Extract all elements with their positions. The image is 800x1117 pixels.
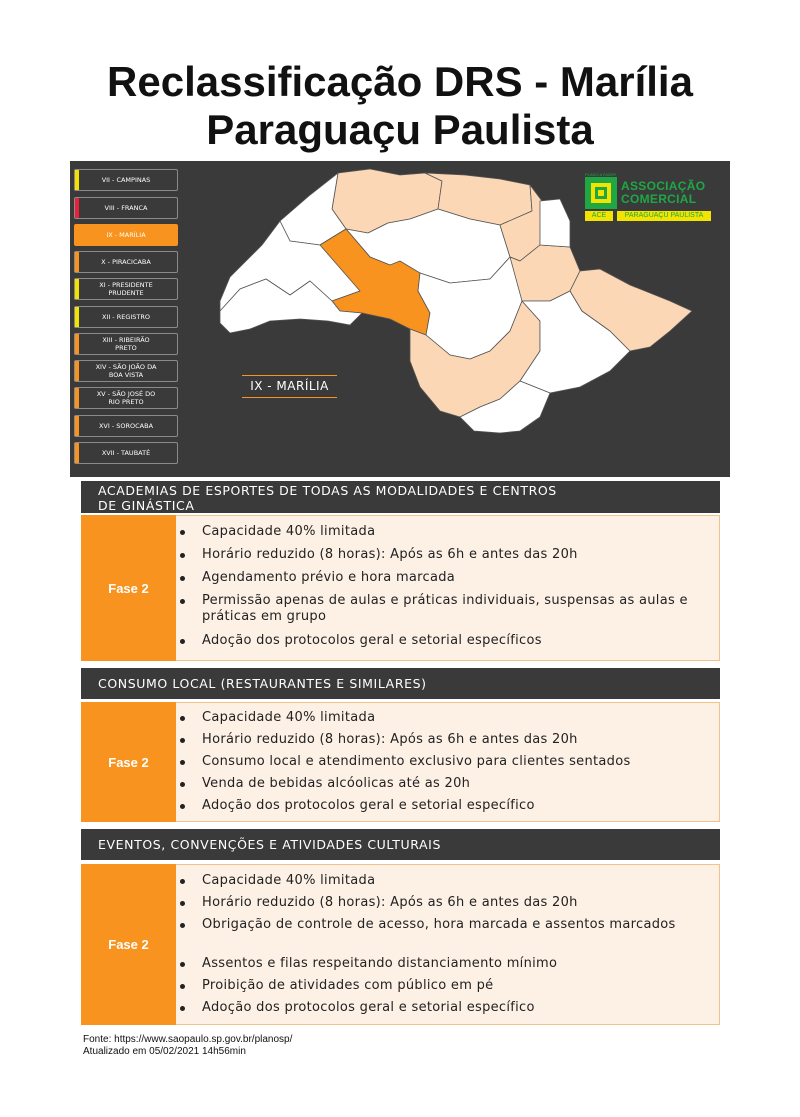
rules-card bbox=[176, 702, 720, 822]
label-rule bbox=[242, 375, 337, 376]
legend-label: XVI - SOROCABA bbox=[98, 422, 154, 430]
selected-region-text: IX - MARÍLIA bbox=[250, 379, 329, 393]
rule-item: Capacidade 40% limitada bbox=[202, 873, 709, 889]
logo-tagline: PLANO A FAZER bbox=[585, 172, 616, 177]
rule-item: Adoção dos protocolos geral e setorial específico bbox=[202, 798, 709, 814]
rule-item: Venda de bebidas alcóolicas até as 20h bbox=[202, 776, 709, 792]
logo-ace: ACE bbox=[585, 211, 613, 221]
page-title-line2: Paraguaçu Paulista bbox=[206, 106, 594, 153]
region-map-panel bbox=[70, 161, 730, 477]
section-header-consumo-local bbox=[81, 668, 720, 699]
associacao-comercial-logo bbox=[585, 172, 717, 225]
rule-item: Consumo local e atendimento exclusivo para clientes sentados bbox=[202, 754, 709, 770]
phase-badge: Fase 2 bbox=[81, 864, 176, 1025]
selected-region-label bbox=[242, 379, 337, 398]
rule-item: Assentos e filas respeitando distanciamento mínimo bbox=[202, 956, 709, 972]
legend-label: XII - REGISTRO bbox=[101, 313, 151, 321]
logo-mark-icon bbox=[585, 177, 617, 209]
rule-item: Horário reduzido (8 horas): Após as 6h e antes das 20h bbox=[202, 547, 709, 563]
legend-label: VII - CAMPINAS bbox=[101, 176, 151, 184]
section-header-academias bbox=[81, 481, 720, 513]
legend-label: IX - MARÍLIA bbox=[106, 231, 146, 239]
rule-item: Agendamento prévio e hora marcada bbox=[202, 570, 709, 586]
section-header-eventos bbox=[81, 829, 720, 860]
logo-city: PARAGUAÇU PAULISTA bbox=[617, 211, 711, 221]
page-title-line1: Reclassificação DRS - Marília bbox=[107, 58, 693, 105]
footer-source: Fonte: https://www.saopaulo.sp.gov.br/planosp/ bbox=[83, 1034, 293, 1045]
section-body-consumo-local bbox=[81, 702, 720, 822]
section-title-line1: EVENTOS, CONVENÇÕES E ATIVIDADES CULTURAIS bbox=[98, 837, 441, 852]
phase-badge: Fase 2 bbox=[81, 702, 176, 822]
rule-item: Permissão apenas de aulas e práticas individuais, suspensas as aulas e práticas em grupo bbox=[202, 593, 709, 625]
rules-card bbox=[176, 515, 720, 661]
legend-label: XI - PRESIDENTE PRUDENTE bbox=[99, 281, 153, 297]
section-body-academias bbox=[81, 515, 720, 661]
rule-item: Proibição de atividades com público em pé bbox=[202, 978, 709, 994]
rule-item: Horário reduzido (8 horas): Após as 6h e antes das 20h bbox=[202, 895, 709, 911]
rule-item: Adoção dos protocolos geral e setorial específicos bbox=[202, 633, 709, 649]
rule-item: Obrigação de controle de acesso, hora marcada e assentos marcados bbox=[202, 917, 709, 933]
section-title-line2: DE GINÁSTICA bbox=[98, 498, 195, 513]
footer-updated: Atualizado em 05/02/2021 14h56min bbox=[83, 1046, 246, 1057]
section-body-eventos bbox=[81, 864, 720, 1025]
rule-item: Adoção dos protocolos geral e setorial específico bbox=[202, 1000, 709, 1016]
rule-item: Capacidade 40% limitada bbox=[202, 710, 709, 726]
logo-name-line2: COMERCIAL bbox=[621, 192, 697, 206]
logo-name-line1: ASSOCIAÇÃO bbox=[621, 179, 706, 193]
rules-card bbox=[176, 864, 720, 1025]
section-title-line1: ACADEMIAS DE ESPORTES DE TODAS AS MODALIDADES E CENTROS bbox=[98, 483, 557, 498]
phase-badge: Fase 2 bbox=[81, 515, 176, 661]
legend-label: XIV - SÃO JOÃO DA BOA VISTA bbox=[95, 363, 157, 379]
rule-item: Capacidade 40% limitada bbox=[202, 524, 709, 540]
rule-item: Horário reduzido (8 horas): Após as 6h e antes das 20h bbox=[202, 732, 709, 748]
legend-label: XIII - RIBEIRÃO PRETO bbox=[102, 336, 150, 352]
section-title-line1: CONSUMO LOCAL (RESTAURANTES E SIMILARES) bbox=[98, 676, 427, 691]
legend-label: XVII - TAUBATÉ bbox=[101, 449, 151, 457]
legend-label: X - PIRACICABA bbox=[101, 258, 151, 266]
legend-label: XV - SÃO JOSÉ DO RIO PRETO bbox=[96, 390, 156, 406]
legend-label: VIII - FRANCA bbox=[104, 204, 148, 212]
region-east-white bbox=[540, 199, 570, 247]
